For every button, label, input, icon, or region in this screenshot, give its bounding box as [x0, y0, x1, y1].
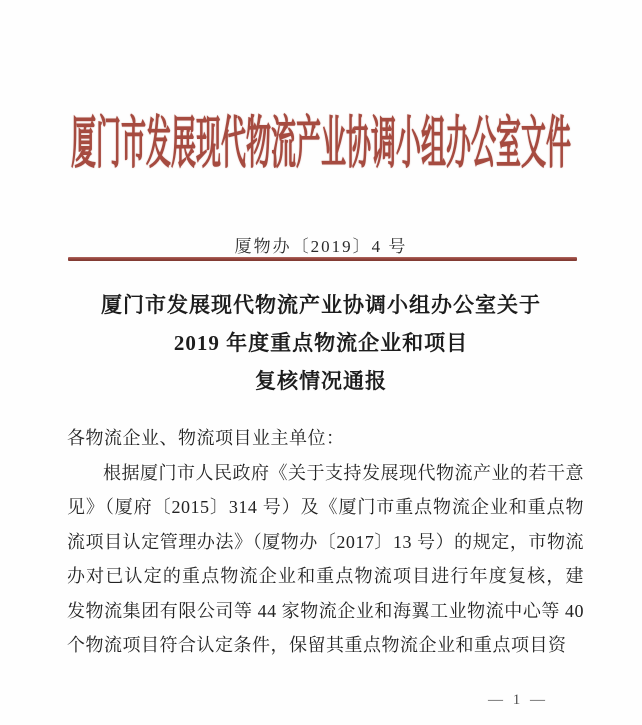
document-number: 厦物办〔2019〕4 号	[234, 237, 408, 256]
page-number: — 1 —	[488, 692, 548, 708]
body-paragraph: 根据厦门市人民政府《关于支持发展现代物流产业的若干意见》（厦府〔2015〕314 号）及《厦门市重点物流企业和重点物流项目认定管理办法》（厦物办〔2017〕13 号）的规定，市物流办对已认定的重点物流企业和重点物流项目进行年度复核，建发物流集团有限公司等 44 家物流企业和海翼工业物流中心等 40 个物流项目符合认定条件，保留其重点物流企业和重点项目资	[67, 462, 584, 655]
red-divider-line	[68, 257, 577, 261]
document-body	[67, 421, 584, 663]
salutation-line: 各物流企业、物流项目业主单位：	[67, 428, 345, 448]
document-title-line-3: 复核情况通报	[255, 369, 387, 393]
document-title-line-1: 厦门市发展现代物流产业协调小组办公室关于	[101, 293, 541, 317]
document-title-line-2: 2019 年度重点物流企业和项目	[173, 331, 469, 355]
letterhead-org-title: 厦门市发展现代物流产业协调小组办公室文件	[70, 114, 571, 176]
document-title	[30, 286, 612, 400]
